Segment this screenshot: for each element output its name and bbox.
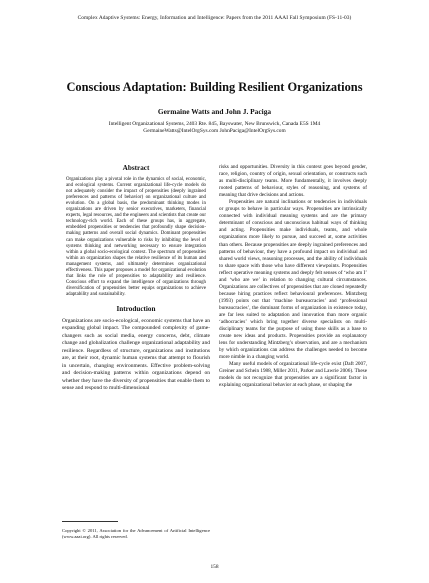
body-paragraph-1: risks and opportunities. Diversity in this context goes beyond gender, race, religion, country of origin, sexual orientation, or constructs such as multi-disciplinary teams. More fundamentally, it involves deeply rooted patterns of behaviour, styles of reasoning, and systems of meaning that drive decisions and actions. [219, 164, 367, 199]
body-paragraph-2: Propensities are natural inclinations or tendencies in individuals or groups to behave in particular ways. Propensities are intrinsically connected with individual meaning systems and are the primary determinant of conscious and unconscious habitual ways of thinking and acting. Propensities make individuals, teams, and whole organizations more likely to pursue, and succeed at, some activities than others. Because propensities are deeply ingrained preferences and patterns of behaviour, they have a profound impact on individual and shared world views, reasoning processes, and the ability of individuals to share space with those who have different viewpoints. Propensities reflect operative meaning systems and deeply felt senses of ‘who am I’ and ‘who are we’ in relation to changing cultural circumstances. Organizations are collectives of propensities that are cloned repeatedly because hiring practices reflect behavioural preferences. Mintzberg (1993) points out that ‘machine bureaucracies’ and ‘professional bureaucracies’, the dominant forms of organization in existence today, are far less suited to adaptation and innovation than more organic ‘adhocracies’ which bring together diverse specialists on multi-disciplinary teams for the purpose of using those skills as a base to create new ideas and products. Propensities provide an explanatory lens for understanding Mintzberg’s observation, and are a mechanism by which organizations can address the challenges needed to become more nimble in a changing world. [219, 199, 367, 361]
body-paragraph-3: Many useful models of organizational life-cycle exist (Daft 2007, Greiner and Schein 1988, Miller 2011, Parker and Lawrie 2006). These models do not recognize that propensities are a significant factor in explaining organizational behavior at each phase, or shaping the [219, 361, 367, 389]
author-emails: GermaineWatts@IntelOrgSys.com JohnPaciga@IntelOrgSys.com [143, 128, 286, 135]
authors: Germaine Watts and John J. Paciga [157, 107, 272, 116]
introduction-heading: Introduction [116, 304, 156, 313]
footnote-rule [62, 521, 118, 522]
page-number: 158 [210, 564, 219, 570]
abstract-heading: Abstract [122, 164, 150, 172]
paper-title: Conscious Adaptation: Building Resilient Organizations [66, 80, 363, 94]
introduction-text: Organizations are socio-ecological, economic systems that have an expanding global impact. The compounded complexity of game-changers such as social media, energy concerns, debt, climate change and globalization challenge organizational adaptability and resilience. Regardless of structure, organizations and institutions are, at their root, dynamic human systems that attempt to flourish in uncertain, changing environments. Effective problem-solving and decision-making patterns within organizations depend on whether they have the diversity of propensities that enable them to sense and respond to multi-dimensional [62, 318, 210, 392]
affiliation-block [0, 121, 429, 135]
affiliation: Intelligent Organizational Systems, 2403 Rte. 845, Bayswater, New Brunswick, Canada E5S 1M4 [108, 121, 321, 127]
abstract-text: Organizations play a pivotal role in the dynamics of social, economic, and ecological systems. Current organizational life-cycle models do not adequately consider the impact of propensities (deeply ingrained preferences and patterns of behavior) on organizational culture and evolution. On a global basis, the predominant thinking modes in organizations are driven by senior executives, marketers, financial experts, legal resources, and the engineers and scientists that create our technology-rich world. Each of these groups has, in aggregate, embedded propensities or tendencies that profoundly shape decision-making patterns and overall social dynamics. Dominant propensities can make organizations vulnerable to risks by inhibiting the level of systems thinking and networking necessary to ensure integration within a global socio-ecological context. The spectrum of propensities within an organization shapes the relative resilience of its human and management systems, and ultimately determines organizational effectiveness. This paper proposes a model for organizational evolution that links the role of propensities to adaptability and resilience. Conscious effort to expand the intelligence of organizations through diversification of propensities better equips organizations to achieve adaptability and sustainability. [66, 177, 206, 297]
running-head: Complex Adaptive Systems: Energy, Information and Intelligence: Papers from the 2011 AAAI Fall Symposium (FS-11-03) [77, 15, 352, 21]
left-column [62, 165, 210, 393]
right-column [219, 164, 367, 390]
copyright-notice: Copyright © 2011, Association for the Advancement of Artificial Intelligence (www.aaai.org). All rights reserved. [62, 528, 210, 539]
